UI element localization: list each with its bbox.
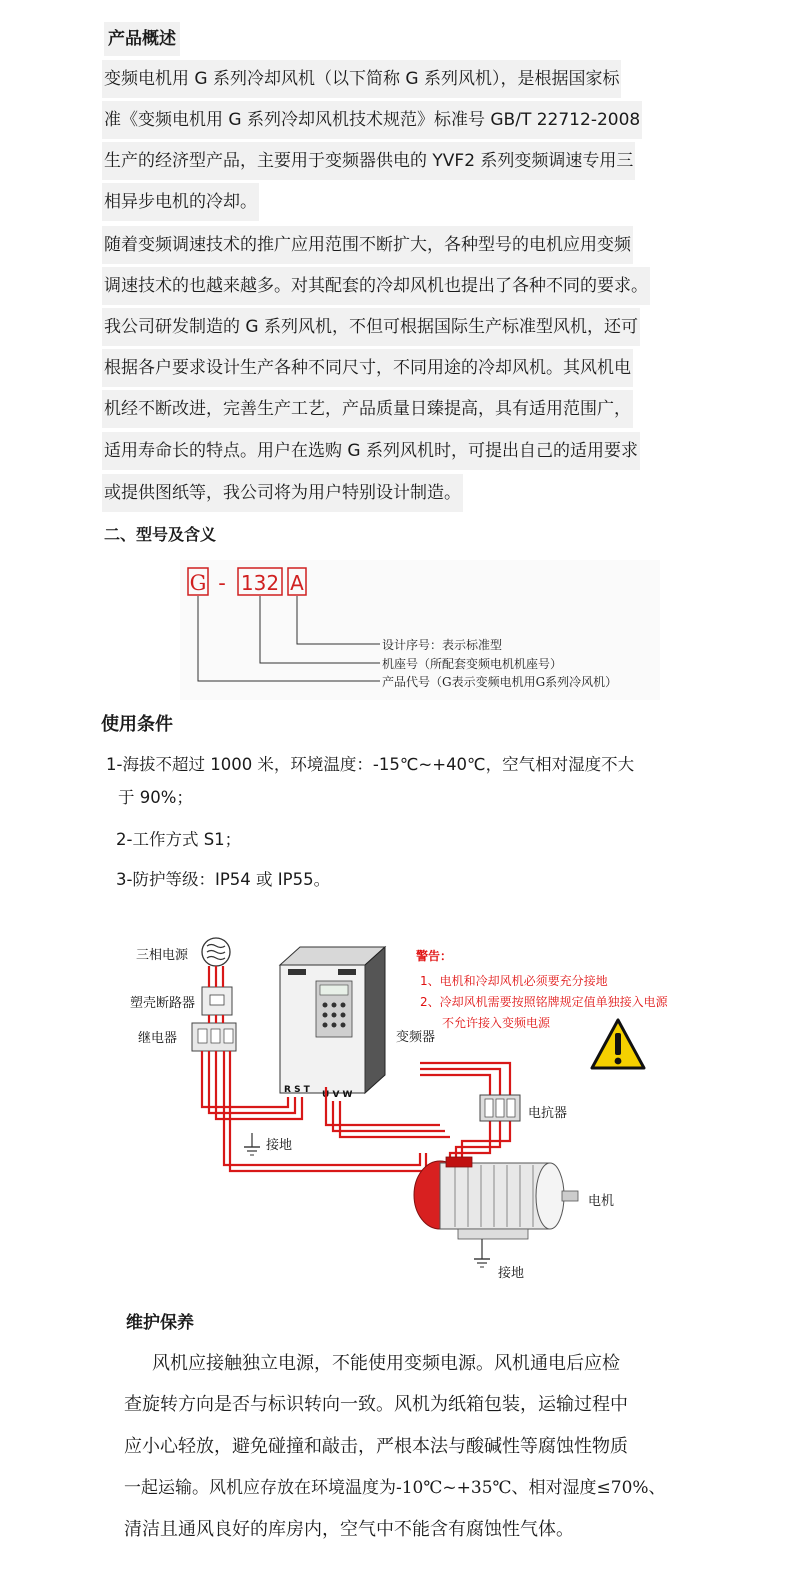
label-power: 三相电源	[136, 948, 189, 963]
legend-frame: 机座号（所配套变频电机机座号）	[382, 657, 563, 671]
warning-line-1: 1、电机和冷却风机必须要充分接地	[420, 974, 608, 988]
label-inverter: 变频器	[396, 1030, 436, 1045]
label-reactor: 电抗器	[528, 1106, 568, 1121]
overview-line-9: 机经不断改进，完善生产工艺，产品质量日臻提高，具有适用范围广，	[102, 390, 633, 428]
label-relay: 继电器	[138, 1031, 178, 1046]
warning-line-3: 不允许接入变频电源	[442, 1016, 551, 1030]
inverter-icon	[280, 947, 385, 1093]
wiring-diagram	[120, 925, 690, 1295]
label-ground-1: 接地	[266, 1138, 293, 1153]
overview-line-8: 根据各户要求设计生产各种不同尺寸，不同用途的冷却风机。其风机电	[102, 349, 633, 387]
reactor-icon	[480, 1095, 520, 1121]
label-motor: 电机	[588, 1194, 615, 1209]
overview-title: 产品概述	[104, 22, 180, 56]
overview-line-2: 准《变频电机用 G 系列冷却风机技术规范》标准号 GB/T 22712-2008	[102, 101, 642, 139]
condition-1: 1-海拔不超过 1000 米，环境温度：-15℃~+40℃，空气相对湿度不大	[106, 755, 635, 774]
condition-1-cont: 于 90%；	[118, 788, 193, 807]
code-part1: G	[189, 571, 207, 595]
overview-line-6: 调速技术的也越来越多。对其配套的冷却风机也提出了各种不同的要求。	[102, 267, 650, 305]
warning-line-2: 2、冷却风机需要按照铭牌规定值单独接入电源	[420, 995, 668, 1009]
code-dash: -	[218, 571, 226, 595]
model-code-diagram	[180, 560, 660, 700]
warning-sign-icon	[592, 1020, 644, 1068]
overview-line-10: 适用寿命长的特点。用户在选购 G 系列风机时，可提出自己的适用要求	[102, 432, 640, 470]
model-title: 二、型号及含义	[104, 525, 217, 544]
condition-2: 2-工作方式 S1；	[116, 830, 242, 849]
label-ground-2: 接地	[498, 1266, 525, 1281]
overview-line-4: 相异步电机的冷却。	[102, 183, 259, 221]
label-uvw: U V W	[322, 1090, 353, 1100]
label-breaker: 塑壳断路器	[130, 996, 196, 1011]
code-part3: A	[290, 571, 304, 595]
label-rst: R S T	[284, 1085, 310, 1095]
maintenance-line-4: 一起运输。风机应存放在环境温度为-10℃~+35℃、相对湿度≤70%、	[124, 1478, 666, 1498]
warning-title: 警告：	[416, 949, 453, 963]
overview-line-1: 变频电机用 G 系列冷却风机（以下简称 G 系列风机），是根据国家标	[102, 60, 621, 98]
overview-line-11: 或提供图纸等，我公司将为用户特别设计制造。	[102, 474, 463, 512]
legend-design: 设计序号：表示标准型	[382, 638, 503, 652]
overview-line-7: 我公司研发制造的 G 系列风机，不但可根据国际生产标准型风机，还可	[102, 308, 640, 346]
maintenance-line-1: 风机应接触独立电源，不能使用变频电源。风机通电后应检	[152, 1353, 620, 1374]
legend-product: 产品代号（G表示变频电机用G系列冷风机）	[382, 675, 618, 689]
condition-3: 3-防护等级：IP54 或 IP55。	[116, 870, 331, 889]
overview-line-5: 随着变频调速技术的推广应用范围不断扩大，各种型号的电机应用变频	[102, 226, 633, 264]
conditions-title: 使用条件	[101, 714, 173, 735]
maintenance-line-3: 应小心轻放，避免碰撞和敲击，严根本法与酸碱性等腐蚀性物质	[124, 1436, 628, 1457]
maintenance-line-2: 查旋转方向是否与标识转向一致。风机为纸箱包装，运输过程中	[124, 1394, 628, 1415]
motor-icon	[414, 1157, 578, 1239]
overview-line-3: 生产的经济型产品，主要用于变频器供电的 YVF2 系列变频调速专用三	[102, 142, 635, 180]
maintenance-title: 维护保养	[126, 1313, 194, 1333]
code-part2: 132	[240, 571, 280, 595]
maintenance-line-5: 清洁且通风良好的库房内，空气中不能含有腐蚀性气体。	[124, 1519, 574, 1540]
